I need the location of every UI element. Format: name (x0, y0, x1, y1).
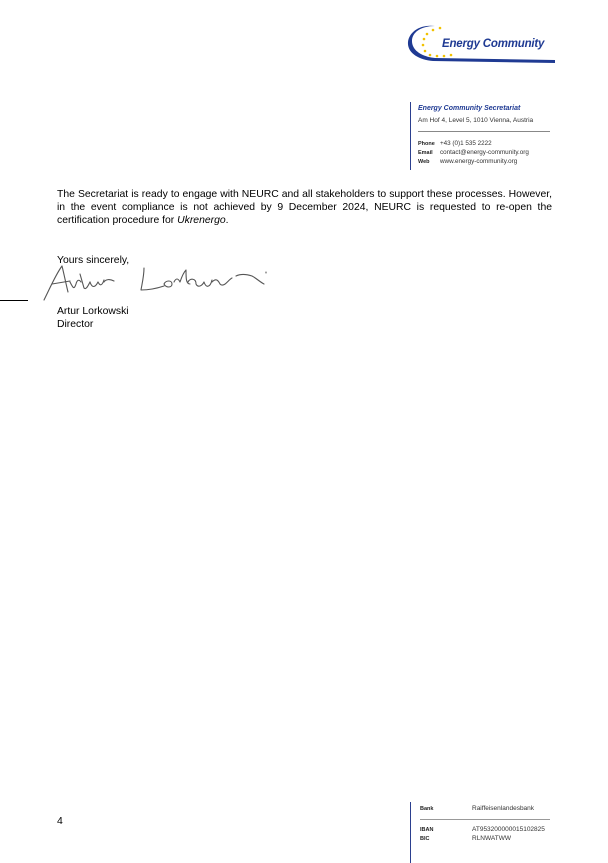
contact-value: www.energy-community.org (440, 158, 518, 165)
divider (418, 131, 550, 132)
logo-text: Energy Community (442, 38, 545, 50)
secretariat-info (410, 102, 560, 170)
contact-value: +43 (0)1 535 2222 (440, 140, 492, 147)
body-paragraph (57, 188, 552, 227)
contact-label: Email (418, 150, 433, 156)
signer-name: Artur Lorkowski (57, 306, 129, 317)
bank-label: IBAN (420, 827, 434, 833)
energy-community-logo (405, 20, 555, 66)
paragraph-text: The Secretariat is ready to engage with NEURC and all stakeholders to support these processes. However, in the event compliance is not achieved by 9 December 2024, NEURC is requested to re-open the certification procedure for (57, 189, 552, 226)
bank-label: BIC (420, 836, 430, 842)
divider (410, 802, 411, 863)
bank-value: RLNWATWW (472, 835, 511, 842)
bank-label: Bank (420, 806, 434, 812)
closing-salutation: Yours sincerely, (57, 255, 130, 266)
secretariat-address: Am Hof 4, Level 5, 1010 Vienna, Austria (418, 117, 534, 124)
paragraph-emphasis: Ukrenergo (177, 215, 226, 226)
bank-details (410, 802, 560, 863)
contact-value: contact@energy-community.org (440, 149, 529, 156)
signer-title: Director (57, 319, 94, 330)
contact-label: Phone (418, 141, 435, 147)
divider (420, 819, 550, 820)
contact-label: Web (418, 159, 430, 165)
margin-mark (0, 300, 28, 301)
page-number: 4 (57, 816, 63, 827)
bank-value: Raiffeisenlandesbank (472, 805, 535, 812)
bank-value: AT953200000015102825 (472, 826, 545, 833)
paragraph-end: . (225, 215, 229, 226)
divider (410, 102, 411, 170)
secretariat-name: Energy Community Secretariat (418, 105, 521, 112)
handwritten-signature (40, 262, 280, 302)
